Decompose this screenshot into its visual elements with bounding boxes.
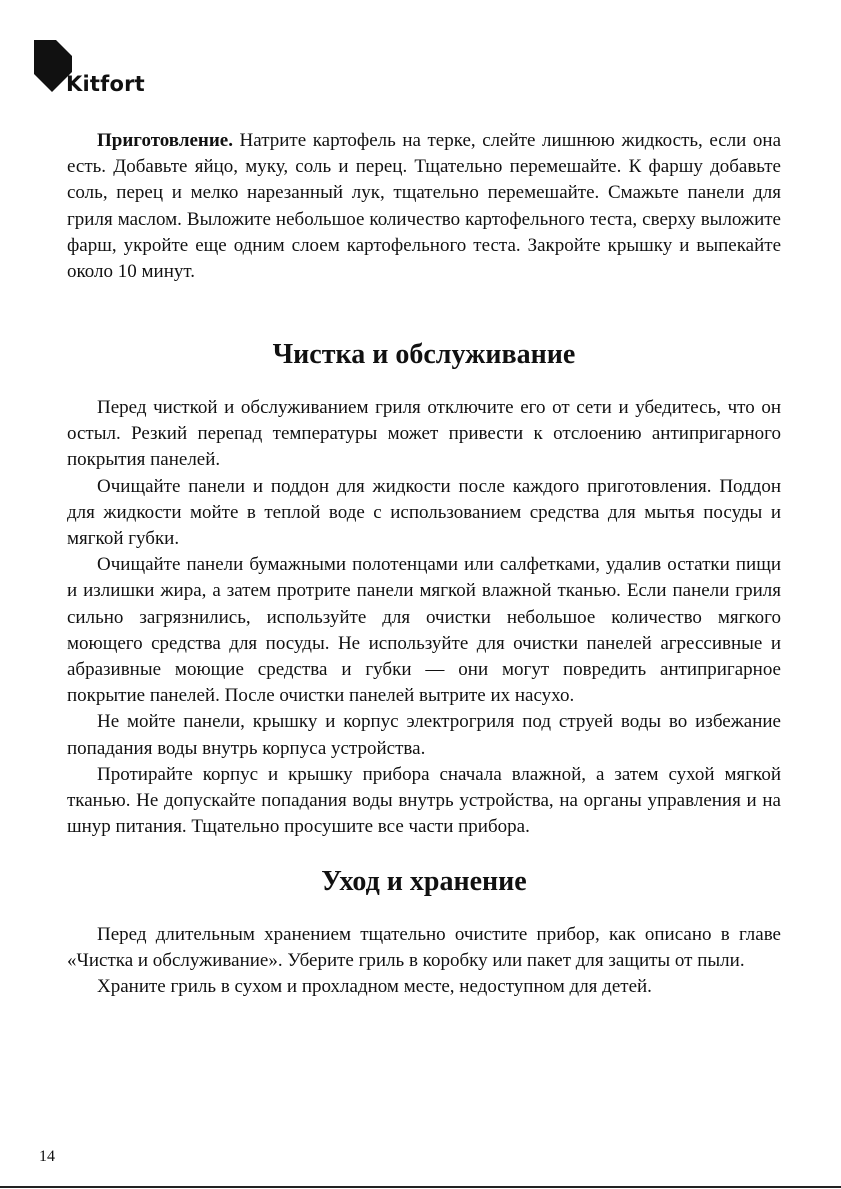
intro-paragraph bbox=[67, 128, 781, 285]
cleaning-section bbox=[67, 395, 781, 840]
cleaning-paragraph-4: Не мойте панели, крышку и корпус электрогриля под струей воды во избежание попадания воды внутрь корпуса устройства. bbox=[67, 711, 781, 759]
intro-lead: Приготовление. bbox=[97, 130, 233, 151]
intro-text: Натрите картофель на терке, слейте лишнюю жидкость, если она есть. Добавьте яйцо, муку, соль и перец. Тщательно перемешайте. К фаршу добавьте соль, перец и мелко нарезанный лук, тщательно перемешайте. Смажьте панели для гриля маслом. Выложите небольшое количество картофельного теста, сверху выложите фарш, укройте еще одним слоем картофельного теста. Закройте крышку и выпекайте около 10 минут. bbox=[67, 130, 781, 283]
brand-logo bbox=[34, 40, 194, 100]
storage-heading: Уход и хранение bbox=[321, 866, 527, 897]
bottom-rule bbox=[0, 1186, 841, 1188]
intro-section bbox=[67, 128, 781, 285]
brand-name: Kitfort bbox=[66, 72, 145, 96]
storage-paragraph-2: Храните гриль в сухом и прохладном месте, недоступном для детей. bbox=[97, 976, 652, 998]
cleaning-paragraph-2: Очищайте панели и поддон для жидкости после каждого приготовления. Поддон для жидкости мойте в теплой воде с использованием средства для мытья посуды и мягкой губки. bbox=[67, 475, 781, 550]
cleaning-paragraph-5: Протирайте корпус и крышку прибора сначала влажной, а затем сухой мягкой тканью. Не допускайте попадания воды внутрь устройства, на органы управления и на шнур питания. Тщательно просушите все части прибора. bbox=[67, 763, 781, 838]
storage-paragraph-1: Перед длительным хранением тщательно очистите прибор, как описано в главе «Чистка и обслуживание». Уберите гриль в коробку или пакет для защиты от пыли. bbox=[67, 924, 781, 972]
page-number: 14 bbox=[39, 1148, 55, 1165]
storage-section bbox=[67, 922, 781, 1001]
cleaning-paragraph-1: Перед чисткой и обслуживанием гриля отключите его от сети и убедитесь, что он остыл. Резкий перепад температуры может привести к отслоению антипригарного покрытия панелей. bbox=[67, 397, 781, 471]
cleaning-heading: Чистка и обслуживание bbox=[272, 339, 576, 370]
cleaning-paragraph-3: Очищайте панели бумажными полотенцами или салфетками, удалив остатки пищи и излишки жира, а затем протрите панели мягкой влажной тканью. Если панели гриля сильно загрязнились, используйте для очистки небольшое количество мягкого моющего средства для посуды. Не используйте для очистки панелей агрессивные и абразивные моющие средства и губки — они могут повредить антипригарное покрытие панелей. После очистки панелей вытрите их насухо. bbox=[67, 554, 781, 707]
